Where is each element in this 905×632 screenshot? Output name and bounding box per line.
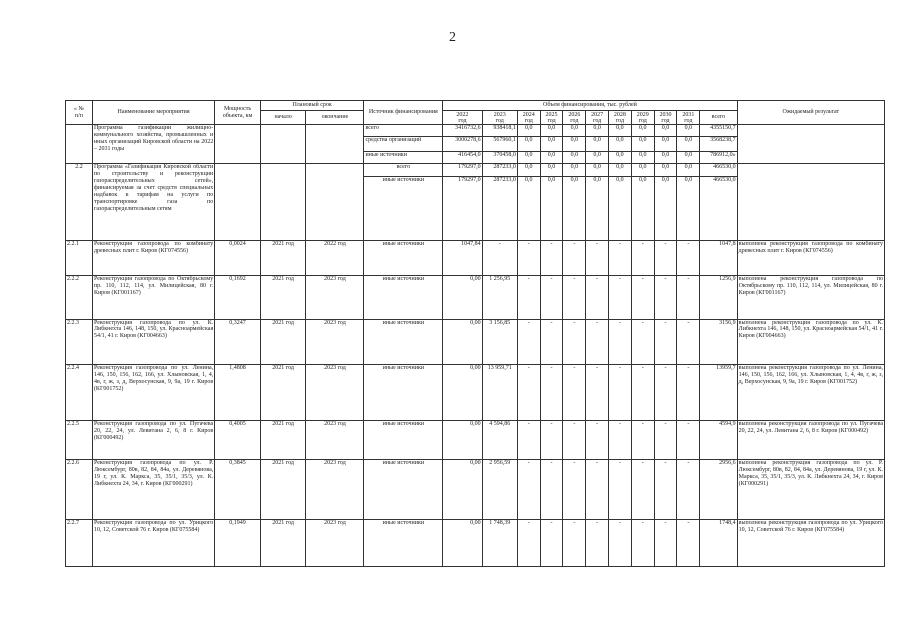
header-capacity: Мощность объекта, км (215, 101, 261, 125)
row-value: - (677, 240, 700, 275)
row-value: - (563, 460, 586, 520)
header-start: начало (260, 111, 306, 125)
row-source: иные источники (364, 240, 443, 275)
row-value: - (654, 365, 677, 421)
row-value: 0,00 (443, 420, 482, 459)
row-value: - (631, 460, 654, 520)
row-value: 0,0 (586, 176, 609, 240)
table-row (66, 164, 885, 176)
row-name: Реконструкция газопровода по Октябрьскому пр. 110, 112, 114, ул. Милицейская, 80 г. Киров (КГ001167) (92, 276, 214, 319)
row-end: 2023 год (306, 460, 364, 520)
table-row (66, 125, 885, 137)
row-result (737, 164, 884, 241)
row-total: 466530,0 (700, 176, 737, 240)
header-year: 2030 год (654, 111, 677, 125)
row-name: Реконструкция газопровода по ул. Пугачева 20, 22, 24, ул. Левитана 2, 6, 8 г. Киров (КГ000492) (92, 420, 214, 459)
row-value: 179297,0 (443, 176, 482, 240)
row-value: 287233,0 (482, 164, 517, 176)
row-value: - (586, 276, 609, 319)
header-year: 2026 год (563, 111, 586, 125)
row-total: 1047,8 (700, 240, 737, 275)
row-value: 0,0 (631, 151, 654, 163)
row-capacity (215, 125, 261, 164)
header-year: 2031 год (677, 111, 700, 125)
row-name: Реконструкция газопровода по ул. Р. Люксембург, 80в, 82, 84, 84а, ул. Деревянова, 19 г, ул. К. Маркса, 35, 35/1, 35/3, ул. К. Либкнехта 24, 34, г. Киров (КГ000291) (92, 460, 214, 520)
row-end (306, 125, 364, 164)
table-row (66, 240, 885, 275)
row-value: 0,0 (677, 151, 700, 163)
row-value: 287233,0 (482, 176, 517, 240)
row-capacity: 0,1692 (215, 276, 261, 319)
row-value: - (563, 520, 586, 567)
row-num: 2.2.2 (66, 276, 93, 319)
row-value: 416454,0 (443, 151, 482, 163)
row-value: - (540, 365, 563, 421)
row-value: - (631, 319, 654, 365)
header-year: 2029 год (631, 111, 654, 125)
row-num: 2.2.5 (66, 420, 93, 459)
row-start: 2021 год (260, 276, 306, 319)
header-year: 2027 год (586, 111, 609, 125)
row-value: 13 959,71 (482, 365, 517, 421)
row-value: - (654, 319, 677, 365)
row-value: 0,0 (586, 164, 609, 176)
row-start: 2021 год (260, 365, 306, 421)
row-value: 0,0 (563, 164, 586, 176)
row-value: 0,0 (677, 125, 700, 137)
row-value: - (540, 276, 563, 319)
row-value: 0,0 (540, 137, 563, 151)
row-value: - (654, 240, 677, 275)
row-start: 2021 год (260, 240, 306, 275)
row-value: - (631, 365, 654, 421)
header-volume: Объем финансирования, тыс. рублей (443, 101, 737, 111)
row-value: - (482, 240, 517, 275)
row-value: 0,0 (654, 151, 677, 163)
row-num: 2.2.7 (66, 520, 93, 567)
row-capacity (215, 164, 261, 241)
row-name: Программа «Газификация Кировской области по строительству и реконструкции газораспределительных сетей», финансируемая за счет средств специальных надбавок к тарифам на услуги по транспортировке газа по газораспределительным сетям (92, 164, 214, 241)
row-value: 0,0 (609, 125, 632, 137)
row-value: - (563, 319, 586, 365)
row-num (66, 125, 93, 164)
row-value: - (563, 276, 586, 319)
row-capacity: 1,4808 (215, 365, 261, 421)
row-start: 2021 год (260, 319, 306, 365)
row-value: 938418,1 (482, 125, 517, 137)
row-result: выполнена реконструкция газопровода по ул. К. Либкнехта 146, 148, 150, ул. Красноармейская 54/1, 41 г. Киров (КГ004663) (737, 319, 884, 365)
row-value: - (517, 460, 540, 520)
row-value: 0,0 (631, 125, 654, 137)
row-value: - (677, 460, 700, 520)
row-capacity: 0,4005 (215, 420, 261, 459)
row-value: - (586, 365, 609, 421)
row-value: 0,00 (443, 520, 482, 567)
row-total: 2956,6 (700, 460, 737, 520)
row-value: 0,0 (609, 137, 632, 151)
row-value: - (563, 420, 586, 459)
row-value: 0,0 (677, 137, 700, 151)
row-value: - (631, 420, 654, 459)
row-total: 3568238,7 (700, 137, 737, 151)
row-value: 0,0 (563, 125, 586, 137)
row-total: 4355150,7 (700, 125, 737, 137)
row-value: 0,0 (540, 164, 563, 176)
row-value: 0,0 (563, 176, 586, 240)
row-value: 1 748,39 (482, 520, 517, 567)
header-year: 2025 год (540, 111, 563, 125)
row-value: - (677, 420, 700, 459)
header-result: Ожидаемый результат (737, 101, 884, 125)
row-end: 2023 год (306, 365, 364, 421)
row-value: - (609, 520, 632, 567)
row-value: - (654, 276, 677, 319)
row-num: 2.2.3 (66, 319, 93, 365)
row-value: - (609, 276, 632, 319)
row-value: 0,0 (654, 164, 677, 176)
row-value: - (609, 420, 632, 459)
row-value: 179297,0 (443, 164, 482, 176)
row-value: - (563, 365, 586, 421)
row-value: - (540, 460, 563, 520)
row-value: - (586, 520, 609, 567)
table-row (66, 420, 885, 459)
row-value: 0,0 (677, 164, 700, 176)
row-value: - (517, 319, 540, 365)
row-value: - (654, 420, 677, 459)
row-source: иные источники (364, 151, 443, 163)
row-name: Программа газификации жилищно-коммунального хозяйства, промышленных и иных организаций Кировской области на 2022 – 2031 годы (92, 125, 214, 164)
row-start: 2021 год (260, 520, 306, 567)
row-capacity: 0,1949 (215, 520, 261, 567)
row-value: 3 156,85 (482, 319, 517, 365)
row-num: 2.2 (66, 164, 93, 241)
row-value: - (631, 240, 654, 275)
row-value: 0,0 (540, 151, 563, 163)
header-term: Плановый срок (260, 101, 364, 111)
row-total: 786912,0» (700, 151, 737, 163)
table-row (66, 460, 885, 520)
row-value: 0,00 (443, 460, 482, 520)
row-value: 0,0 (609, 164, 632, 176)
header-year: 2028 год (609, 111, 632, 125)
row-end: 2023 год (306, 276, 364, 319)
row-source: иные источники (364, 176, 443, 240)
row-total: 466530,0 (700, 164, 737, 176)
row-total: 1256,9 (700, 276, 737, 319)
row-result: выполнена реконструкция газопровода по ул. Пугачева 20, 22, 24, ул. Левитана 2, 6, 8 г. Киров (КГ000492) (737, 420, 884, 459)
row-value: - (586, 240, 609, 275)
header-year: 2022 год (443, 111, 482, 125)
row-value: 0,0 (517, 151, 540, 163)
row-name: Реконструкция газопровода по ул. К. Либкнехта 146, 148, 150, ул. Красноармейская 54/1, 41 г. Киров (КГ004663) (92, 319, 214, 365)
row-value: - (517, 276, 540, 319)
row-value: 0,0 (631, 137, 654, 151)
row-source: всего (364, 125, 443, 137)
row-capacity: 0,0024 (215, 240, 261, 275)
row-value: - (609, 365, 632, 421)
row-capacity: 0,3247 (215, 319, 261, 365)
row-value: - (517, 365, 540, 421)
row-end: 2022 год (306, 240, 364, 275)
row-value: 3416732,6 (443, 125, 482, 137)
row-value: 0,0 (586, 125, 609, 137)
row-value: 567960,1 (482, 137, 517, 151)
row-value: 0,0 (563, 137, 586, 151)
row-value: - (586, 460, 609, 520)
row-name: Реконструкция газопровода по ул. Урицкого 10, 12, Советской 76 г. Киров (КГ075584) (92, 520, 214, 567)
row-value: 0,0 (540, 176, 563, 240)
row-value: 1047,84 (443, 240, 482, 275)
page-number: 2 (449, 30, 456, 45)
row-end: 2023 год (306, 420, 364, 459)
row-result: выполнена реконструкция газопровода по ул. Урицкого 10, 12, Советской 76 г. Киров (КГ075584) (737, 520, 884, 567)
row-value: - (677, 276, 700, 319)
row-value: - (677, 365, 700, 421)
header-year: 2023 год (482, 111, 517, 125)
row-value: - (540, 319, 563, 365)
header-num: « № п/п (66, 101, 93, 125)
row-value: - (563, 240, 586, 275)
row-value: 370458,0 (482, 151, 517, 163)
row-start (260, 125, 306, 164)
row-value: 1 256,95 (482, 276, 517, 319)
row-start: 2021 год (260, 420, 306, 459)
header-total: всего (700, 111, 737, 125)
row-source: иные источники (364, 460, 443, 520)
row-result: выполнена реконструкция газопровода по комбинату древесных плит г. Киров (КГ074556) (737, 240, 884, 275)
table-row (66, 276, 885, 319)
row-name: Реконструкция газопровода по ул. Ленина, 146, 150, 156, 162, 166, ул. Хлыновская, 1, 4, 4в, г, ж, з, д, Верхосунская, 9, 9а, 19 г. Киров (КГ001752) (92, 365, 214, 421)
row-value: - (609, 460, 632, 520)
row-value: 0,0 (654, 137, 677, 151)
row-value: 0,0 (677, 176, 700, 240)
row-value: 0,0 (586, 151, 609, 163)
header-end: окончание (306, 111, 364, 125)
row-source: иные источники (364, 319, 443, 365)
row-value: 0,0 (631, 176, 654, 240)
row-num: 2.2.6 (66, 460, 93, 520)
row-value: - (540, 420, 563, 459)
row-value: 0,00 (443, 319, 482, 365)
row-num: 2.2.4 (66, 365, 93, 421)
row-value: 0,00 (443, 276, 482, 319)
row-result: выполнена реконструкция газопровода по ул. Р. Люксембург, 80в, 82, 84, 84а, ул. Деревянова, 19 г, ул. К. Маркса, 35, 35/1, 35/3, ул. К. Либкнехта 24, 34, г. Киров (КГ000291) (737, 460, 884, 520)
row-value: 0,0 (609, 176, 632, 240)
row-value: - (677, 319, 700, 365)
row-value: - (654, 460, 677, 520)
row-value: 0,0 (540, 125, 563, 137)
table-row (66, 319, 885, 365)
table-row (66, 365, 885, 421)
financing-table (65, 100, 885, 567)
row-result (737, 125, 884, 164)
row-value: 0,00 (443, 365, 482, 421)
row-value: 0,0 (517, 164, 540, 176)
row-total: 4594,9 (700, 420, 737, 459)
row-capacity: 0,3845 (215, 460, 261, 520)
row-num: 2.2.1 (66, 240, 93, 275)
row-start (260, 164, 306, 241)
row-value: - (540, 240, 563, 275)
row-value: 0,0 (563, 151, 586, 163)
table-row (66, 520, 885, 567)
row-value: - (517, 420, 540, 459)
row-value: 0,0 (609, 151, 632, 163)
row-source: иные источники (364, 365, 443, 421)
row-result: выполнена реконструкция газопровода по Октябрьскому пр. 110, 112, 114, ул. Милицейская, 80 г. Киров (КГ001167) (737, 276, 884, 319)
row-value: 0,0 (654, 125, 677, 137)
row-value: 0,0 (654, 176, 677, 240)
row-start: 2021 год (260, 460, 306, 520)
row-value: 3000278,6 (443, 137, 482, 151)
header-source: Источник финансирования (364, 101, 443, 125)
row-value: - (586, 319, 609, 365)
row-source: иные источники (364, 520, 443, 567)
row-value: 2 956,59 (482, 460, 517, 520)
row-value: 4 594,86 (482, 420, 517, 459)
header-name: Наименование мероприятия (92, 101, 214, 125)
row-value: - (677, 520, 700, 567)
row-value: - (517, 240, 540, 275)
row-value: - (609, 319, 632, 365)
row-value: - (631, 520, 654, 567)
row-name: Реконструкция газопровода по комбинату древесных плит г. Киров (КГ074556) (92, 240, 214, 275)
row-source: средства организаций (364, 137, 443, 151)
row-source: всего (364, 164, 443, 176)
row-value: 0,0 (631, 164, 654, 176)
row-end: 2023 год (306, 319, 364, 365)
row-total: 3156,9 (700, 319, 737, 365)
row-total: 1748,4 (700, 520, 737, 567)
row-value: - (540, 520, 563, 567)
row-value: - (586, 420, 609, 459)
row-value: - (517, 520, 540, 567)
row-value: 0,0 (517, 137, 540, 151)
row-end: 2023 год (306, 520, 364, 567)
row-value: - (654, 520, 677, 567)
row-source: иные источники (364, 276, 443, 319)
row-value: 0,0 (586, 137, 609, 151)
row-result: выполнена реконструкция газопровода по ул. Ленина, 146, 150, 156, 162, 166, ул. Хлыновская, 1, 4, 4в, г, ж, з, д, Верхосунская, 9, 9а, 19 г. Киров (КГ001752) (737, 365, 884, 421)
row-value: 0,0 (517, 125, 540, 137)
row-value: - (609, 240, 632, 275)
row-value: - (631, 276, 654, 319)
row-end (306, 164, 364, 241)
row-total: 13959,7 (700, 365, 737, 421)
row-value: 0,0 (517, 176, 540, 240)
header-year: 2024 год (517, 111, 540, 125)
row-source: иные источники (364, 420, 443, 459)
